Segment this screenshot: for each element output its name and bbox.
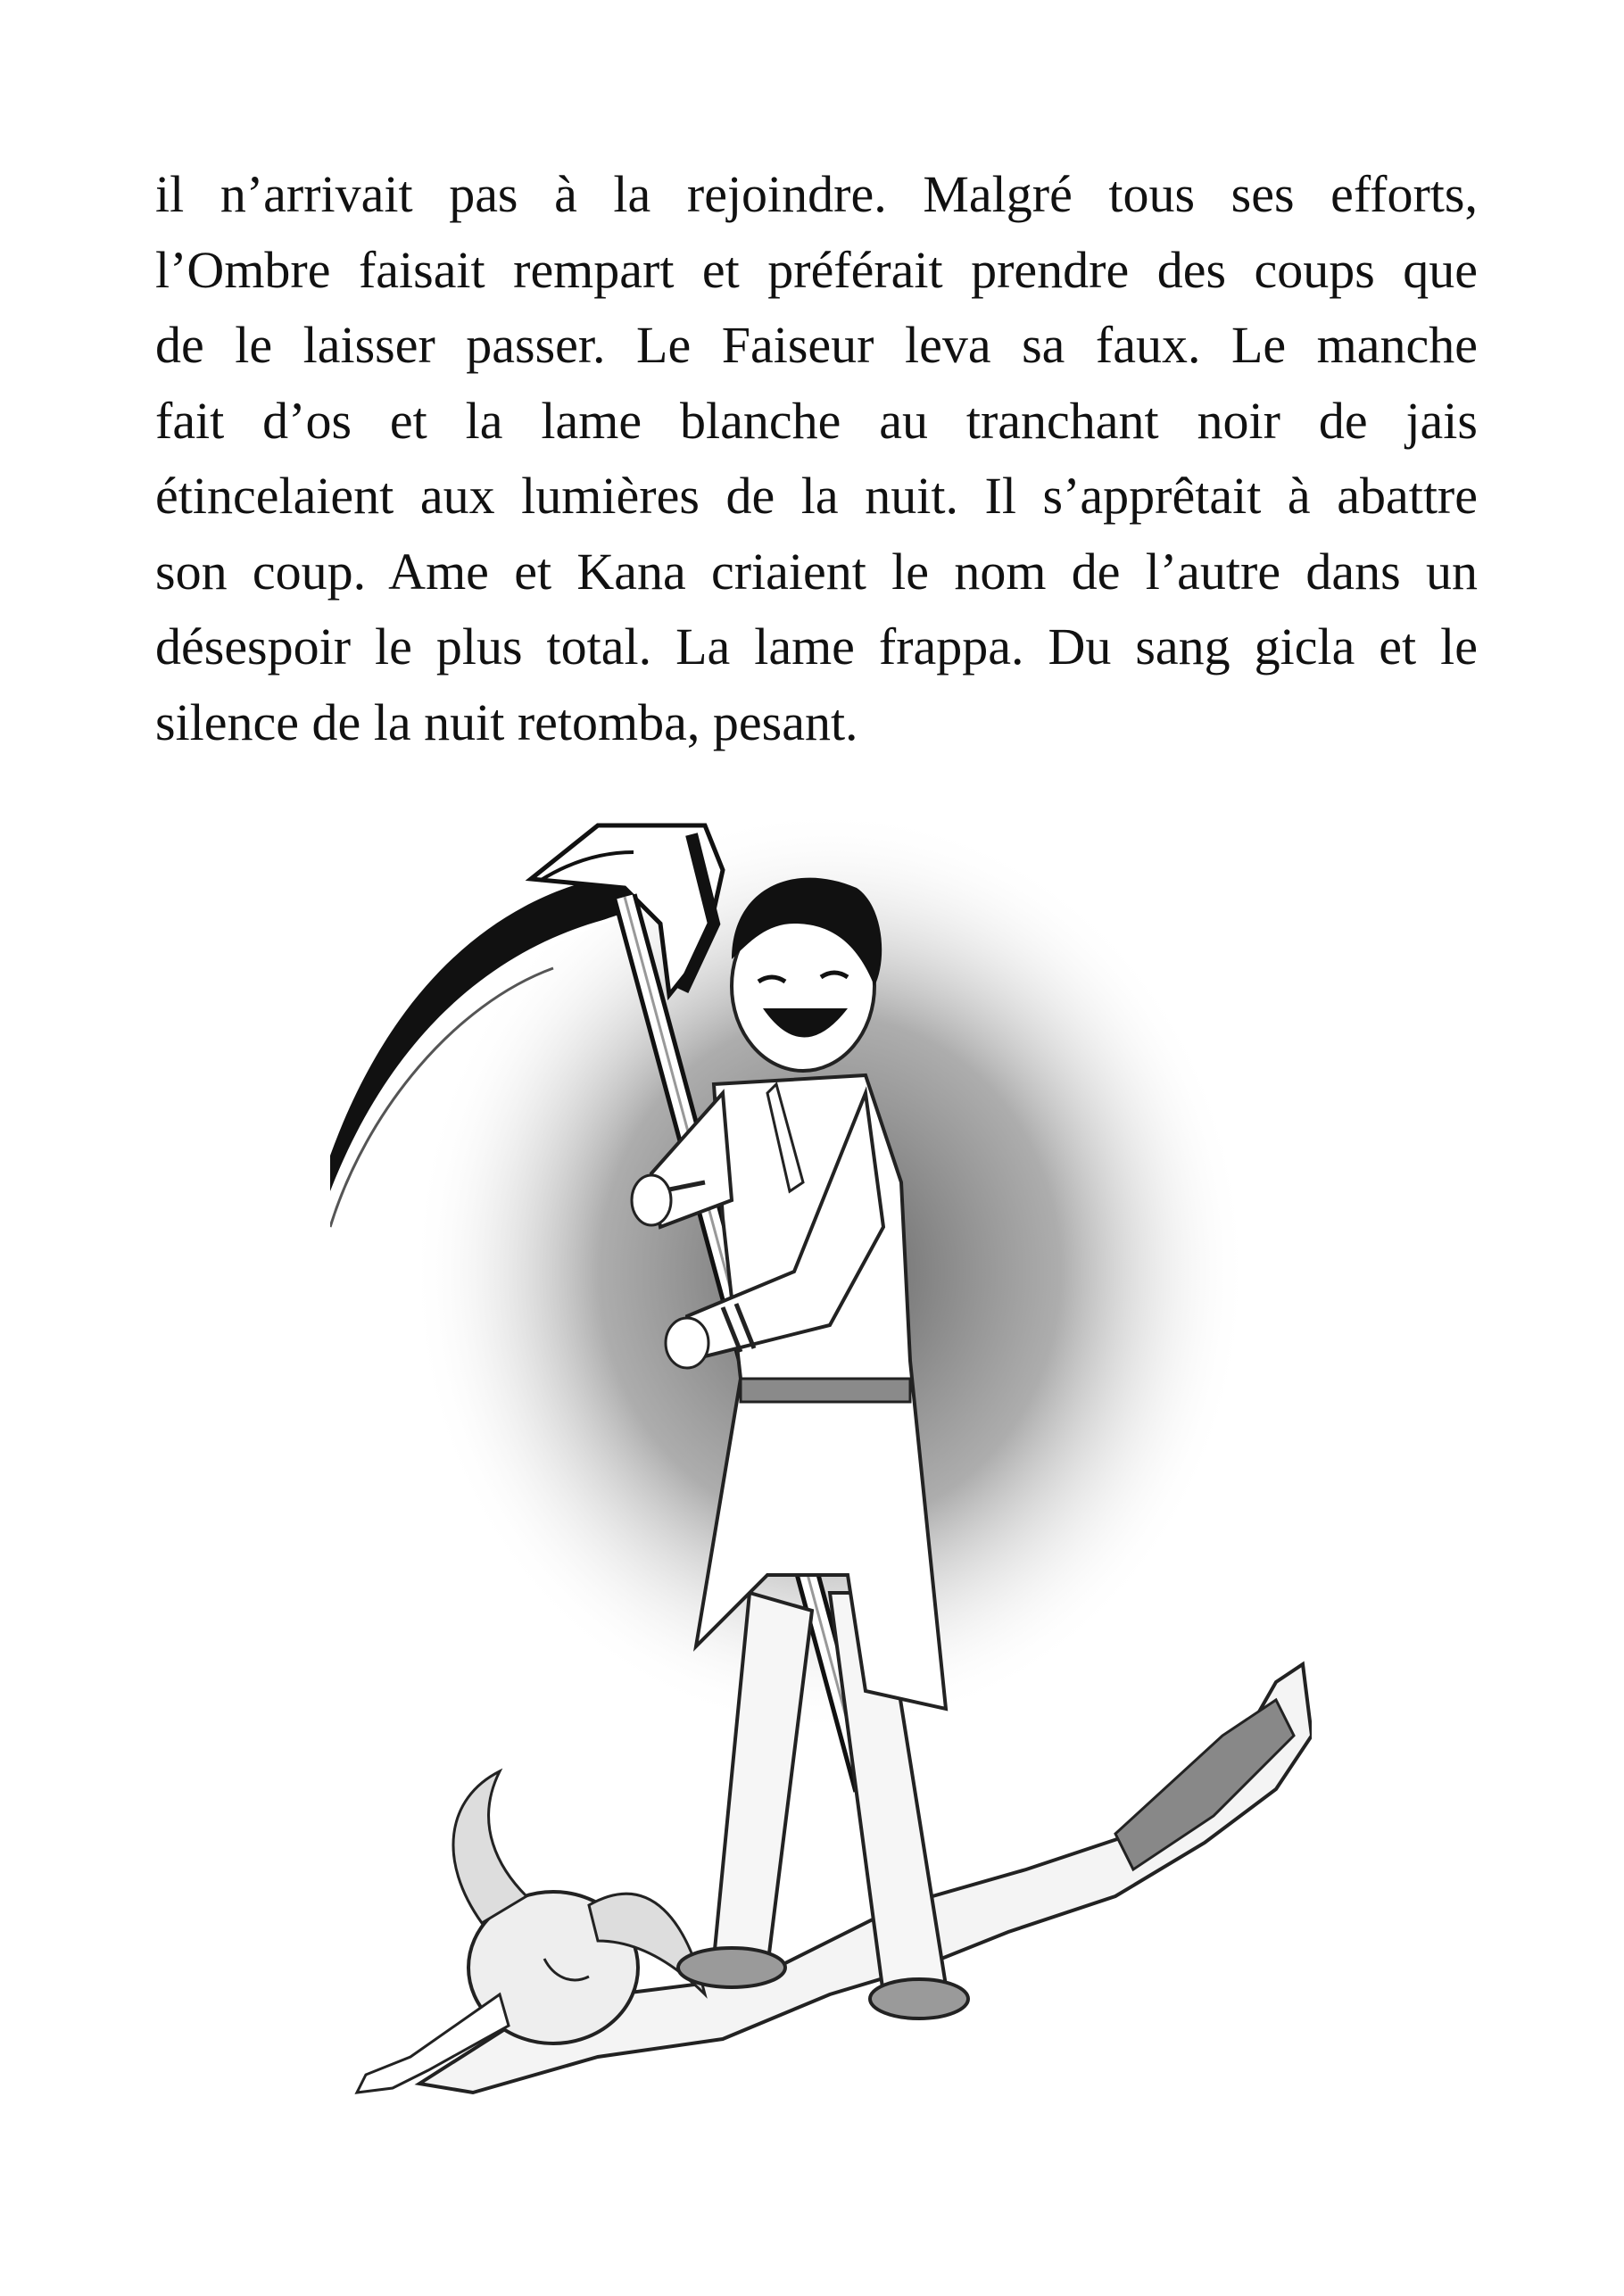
text-line-3: de le laisser passer. Le Faiseur leva sa faux. Le manche <box>155 316 1478 374</box>
text-line-7: désespoir le plus total. La lame frappa. Du sang gicla et le <box>155 618 1478 676</box>
text-line-5: étincelaient aux lumières de la nuit. Il s’apprêtait à abattre <box>155 467 1478 525</box>
text-line-6: son coup. Ame et Kana criaient le nom de l’autre dans un <box>155 542 1478 601</box>
body-paragraph <box>155 157 1478 760</box>
text-line-1: il n’arrivait pas à la rejoindre. Malgré tous ses efforts, <box>155 165 1478 223</box>
text-line-2: l’Ombre faisait rempart et préférait prendre des coups que <box>155 240 1478 299</box>
text-line-4: fait d’os et la lame blanche au tranchant noir de jais <box>155 391 1478 450</box>
text-line-8: silence de la nuit retomba, pesant. <box>155 692 858 751</box>
illustration-reaper-scene <box>330 808 1312 2101</box>
